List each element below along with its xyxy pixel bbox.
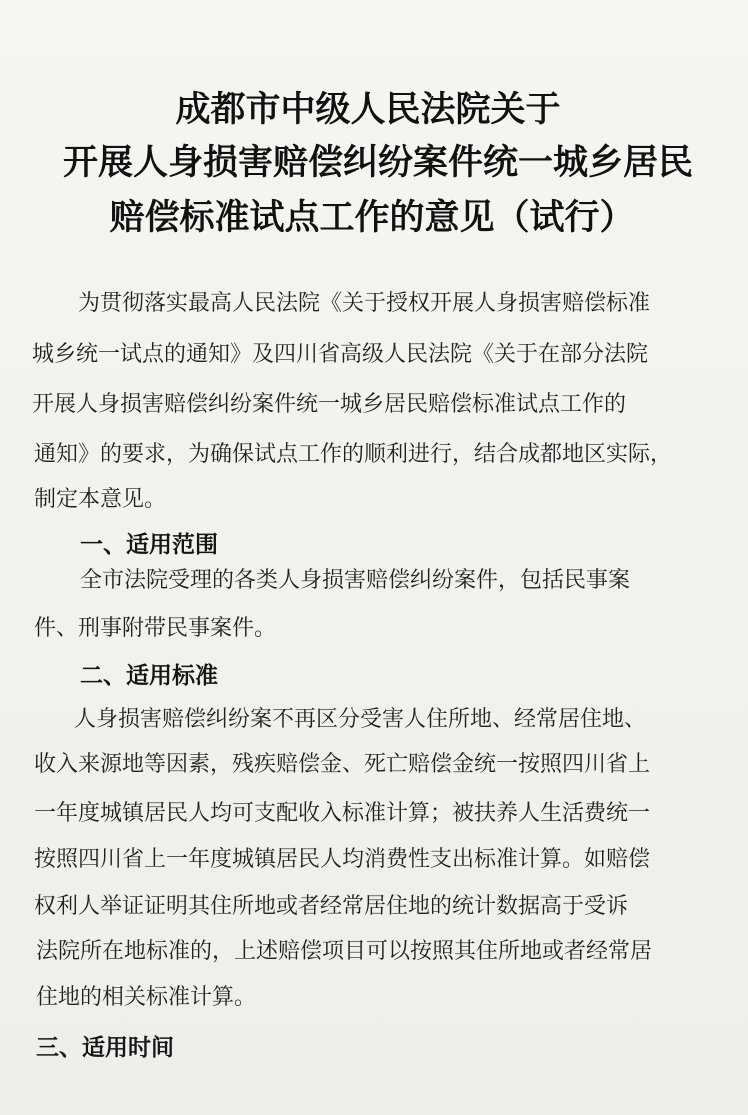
document-title-line-2: 开展人身损害赔偿纠纷案件统一城乡居民 bbox=[62, 143, 693, 183]
paragraph-standard-line-7: 住地的相关标准计算。 bbox=[36, 985, 257, 1010]
paragraph-standard-line-3: 一年度城镇居民人均可支配收入标准计算；被扶养人生活费统一 bbox=[34, 801, 651, 826]
paragraph-scope-line-1: 全市法院受理的各类人身损害赔偿纠纷案件，包括民事案 bbox=[80, 568, 631, 593]
document-title-line-3: 赔偿标准试点工作的意见（试行） bbox=[109, 198, 635, 238]
paragraph-standard-line-2: 收入来源地等因素，残疾赔偿金、死亡赔偿金统一按照四川省上 bbox=[34, 752, 651, 777]
paragraph-standard-line-4: 按照四川省上一年度城镇居民人均消费性支出标准计算。如赔偿 bbox=[34, 847, 651, 872]
paragraph-intro-line-1: 为贯彻落实最高人民法院《关于授权开展人身损害赔偿标准 bbox=[78, 291, 651, 316]
paragraph-intro-line-4: 通知》的要求，为确保试点工作的顺利进行，结合成都地区实际， bbox=[34, 442, 673, 467]
paragraph-intro-line-5: 制定本意见。 bbox=[34, 487, 167, 512]
section-heading-scope: 一、适用范围 bbox=[80, 532, 218, 558]
document-title-line-1: 成都市中级人民法院关于 bbox=[175, 90, 561, 130]
section-heading-time: 三、适用时间 bbox=[36, 1035, 174, 1061]
paragraph-standard-line-5: 权利人举证证明其住所地或者经常居住地的统计数据高于受诉 bbox=[34, 894, 629, 919]
paragraph-standard-line-1: 人身损害赔偿纠纷案不再区分受害人住所地、经常居住地、 bbox=[74, 707, 647, 732]
section-heading-standard: 二、适用标准 bbox=[80, 663, 218, 689]
paragraph-standard-line-6: 法院所在地标准的，上述赔偿项目可以按照其住所地或者经常居 bbox=[36, 939, 653, 964]
paragraph-intro-line-3: 开展人身损害赔偿纠纷案件统一城乡居民赔偿标准试点工作的 bbox=[32, 392, 627, 417]
paragraph-scope-line-2: 件、刑事附带民事案件。 bbox=[34, 616, 277, 641]
paragraph-intro-line-2: 城乡统一试点的通知》及四川省高级人民法院《关于在部分法院 bbox=[32, 342, 649, 367]
